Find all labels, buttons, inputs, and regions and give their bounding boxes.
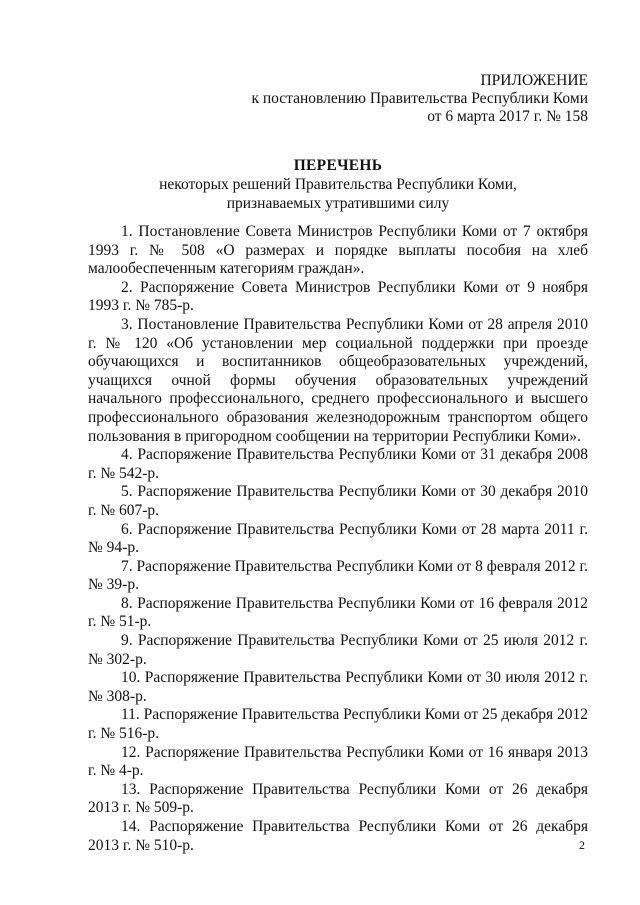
list-item: 4. Распоряжение Правительства Республики Коми от 31 декабря 2008 г. № 542-р. — [88, 446, 588, 482]
list-item: 3. Постановление Правительства Республики Коми от 28 апреля 2010 г. № 120 «Об установлении мер социальной поддержки при проезде обучающихся и воспитанников общеобразовательных учреждений, учащихся очной формы обучения образовательных учреждений начального профессионального, среднего профессионального и высшего профессионального образования железнодорожным транспортом общего пользования в пригородном сообщении на территории Республики Коми». — [88, 315, 588, 445]
document-subtitle-line1: некоторых решений Правительства Республики Коми, — [159, 176, 517, 193]
list-item: 10. Распоряжение Правительства Республики Коми от 30 июля 2012 г. № 308-р. — [88, 669, 588, 705]
appendix-header — [251, 72, 588, 126]
list-item: 7. Распоряжение Правительства Республики Коми от 8 февраля 2012 г. № 39-р. — [88, 557, 588, 594]
document-subtitle-line2: признаваемых утратившими силу — [226, 195, 450, 212]
list-item: 6. Распоряжение Правительства Республики Коми от 28 марта 2011 г. № 94-р. — [88, 520, 588, 557]
appendix-resolution-date: от 6 марта 2017 г. № 158 — [427, 108, 588, 125]
decisions-list — [88, 223, 588, 855]
list-item: 1. Постановление Совета Министров Республики Коми от 7 октября 1993 г. № 508 «О размерах и порядке выплаты пособия на хлеб малообеспеченным категориям граждан». — [88, 223, 588, 278]
list-item: 11. Распоряжение Правительства Республики Коми от 25 декабря 2012 г. № 516-р. — [88, 706, 588, 743]
document-title-block — [88, 156, 588, 213]
appendix-label: ПРИЛОЖЕНИЕ — [480, 72, 588, 89]
list-item: 9. Распоряжение Правительства Республики Коми от 25 июля 2012 г. № 302-р. — [88, 632, 588, 668]
document-title: ПЕРЕЧЕНЬ — [293, 157, 383, 174]
list-item: 5. Распоряжение Правительства Республики Коми от 30 декабря 2010 г. № 607-р. — [88, 483, 588, 519]
list-item: 14. Распоряжение Правительства Республики Коми от 26 декабря 2013 г. № 510-р. — [88, 818, 588, 854]
list-item: 13. Распоряжение Правительства Республики Коми от 26 декабря 2013 г. № 509-р. — [88, 780, 588, 817]
list-item: 12. Распоряжение Правительства Республики Коми от 16 января 2013 г. № 4-р. — [88, 743, 588, 780]
appendix-resolution-ref: к постановлению Правительства Республики Коми — [251, 90, 588, 107]
page-number: 2 — [579, 838, 585, 852]
list-item: 2. Распоряжение Совета Министров Республики Коми от 9 ноября 1993 г. № 785-р. — [88, 278, 588, 315]
list-item: 8. Распоряжение Правительства Республики Коми от 16 февраля 2012 г. № 51-р. — [88, 594, 588, 631]
